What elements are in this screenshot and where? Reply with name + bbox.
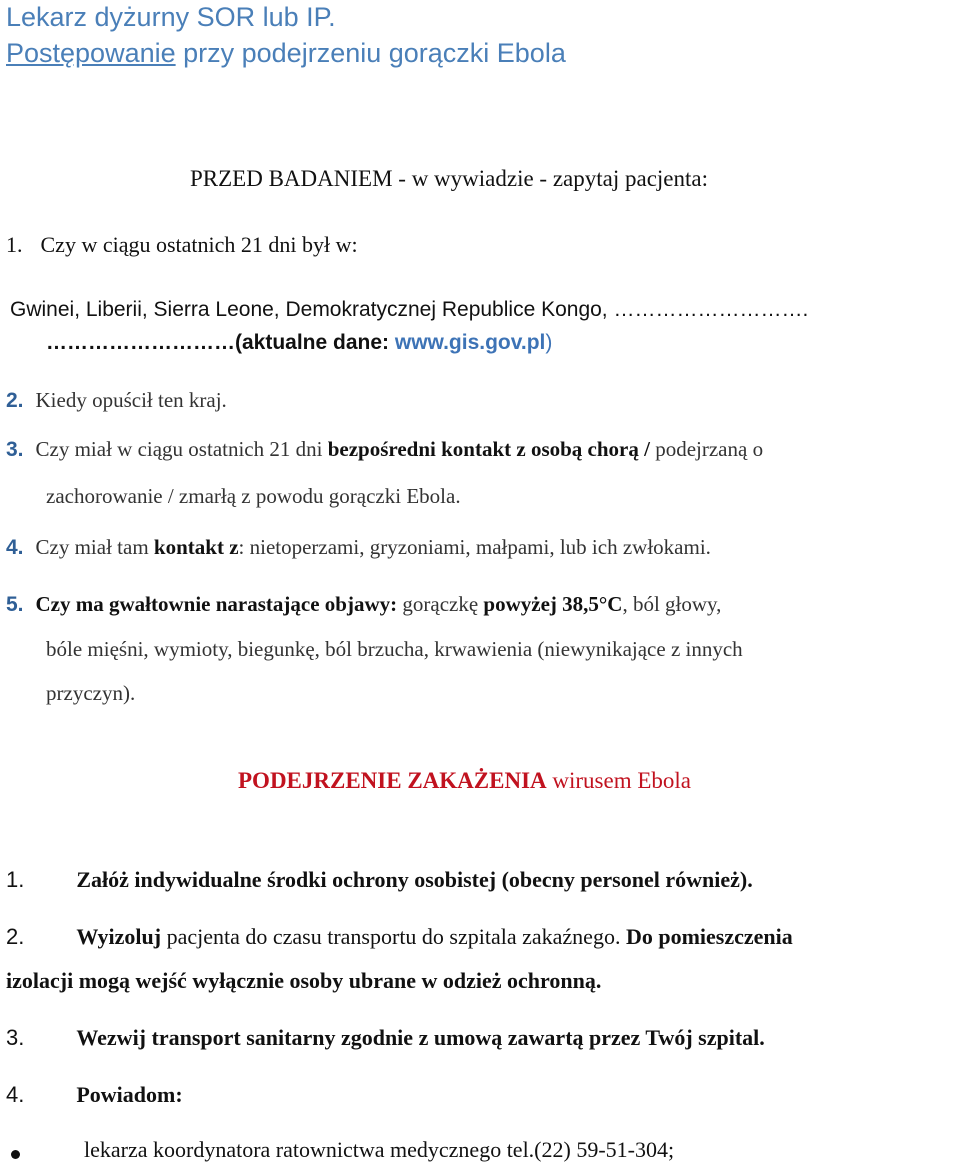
bullet-1: lekarza koordynatora ratownictwa medycznego tel.(22) 59-51-304;: [84, 1137, 675, 1162]
question-5: [6, 592, 721, 617]
gis-link[interactable]: www.gis.gov.pl: [394, 331, 546, 354]
title-underlined-word: Postępowanie: [6, 38, 176, 68]
s1-number: 1.: [6, 867, 25, 892]
q5-line-2: bóle mięśni, wymioty, biegunkę, ból brzucha, krwawienia (niewynikające z innych: [46, 637, 743, 661]
q4-text-a: Czy miał tam: [35, 535, 154, 559]
q3-line-2: zachorowanie / zmarłą z powodu gorączki Ebola.: [46, 484, 461, 508]
step-2: [6, 924, 793, 950]
question-2: [6, 388, 227, 413]
s3-number: 3.: [6, 1025, 25, 1050]
q4-number: 4.: [6, 536, 24, 559]
countries-list: Gwinei, Liberii, Sierra Leone, Demokratycznej Republice Kongo, ……………………….: [10, 298, 809, 321]
suspicion-heading-red: PODEJRZENIE ZAKAŻENIA: [238, 768, 547, 793]
s2-text: pacjenta do czasu transportu do szpitala zakaźnego.: [161, 924, 626, 949]
q1-number: 1.: [6, 232, 23, 257]
current-data-close: ): [545, 331, 553, 354]
q5-text-a: gorączkę: [397, 592, 484, 616]
bullet-dot: [11, 1146, 20, 1164]
q2-number: 2.: [6, 389, 24, 412]
q3-bold: bezpośredni kontakt z osobą chorą /: [327, 437, 650, 461]
q5-line-3: przyczyn).: [46, 681, 136, 705]
step-1: [6, 867, 753, 893]
suspicion-heading: [238, 768, 691, 794]
q2-text: Kiedy opuścił ten kraj.: [35, 388, 227, 412]
q5-bold-a: Czy ma gwałtownie narastające objawy:: [35, 592, 398, 616]
question-1: [6, 232, 358, 258]
q5-bold-b: powyżej 38,5°C: [483, 592, 623, 616]
dots-prefix: ………………………: [46, 331, 235, 354]
title-line-2-rest: przy podejrzeniu gorączki Ebola: [175, 38, 566, 68]
q3-text-b: podejrzaną o: [649, 437, 764, 461]
q4-bold: kontakt z: [153, 535, 239, 559]
q4-text-b: : nietoperzami, gryzoniami, małpami, lub ich zwłokami.: [238, 535, 711, 559]
question-4: [6, 535, 711, 560]
step-3: [6, 1025, 765, 1051]
page-subtitle: [6, 38, 566, 69]
page-title: [6, 2, 336, 33]
current-data-label: (aktualne dane:: [235, 331, 395, 354]
q5-text-b: , ból głowy,: [622, 592, 722, 616]
current-data-line: [46, 331, 552, 355]
question-3: [6, 437, 763, 462]
s2-bold-b: Do pomieszczenia: [625, 924, 793, 949]
title-line-1: Lekarz dyżurny SOR lub IP.: [6, 2, 336, 32]
s4-number: 4.: [6, 1082, 25, 1107]
s2-bold-a: Wyizoluj: [76, 924, 162, 949]
s4-text: Powiadom:: [76, 1082, 183, 1107]
s1-text: Załóż indywidualne środki ochrony osobistej (obecny personel również).: [76, 867, 753, 892]
s3-text: Wezwij transport sanitarny zgodnie z umową zawartą przez Twój szpital.: [76, 1025, 765, 1050]
q1-text: Czy w ciągu ostatnich 21 dni był w:: [40, 232, 358, 257]
q5-number: 5.: [6, 593, 24, 616]
q3-number: 3.: [6, 438, 24, 461]
q3-text-a: Czy miał w ciągu ostatnich 21 dni: [35, 437, 328, 461]
before-exam-heading: PRZED BADANIEM - w wywiadzie - zapytaj pacjenta:: [190, 166, 708, 191]
suspicion-heading-rest: wirusem Ebola: [546, 768, 691, 793]
s2-line-2: izolacji mogą wejść wyłącznie osoby ubrane w odzież ochronną.: [6, 968, 602, 993]
s2-number: 2.: [6, 924, 25, 949]
step-4: [6, 1082, 183, 1108]
